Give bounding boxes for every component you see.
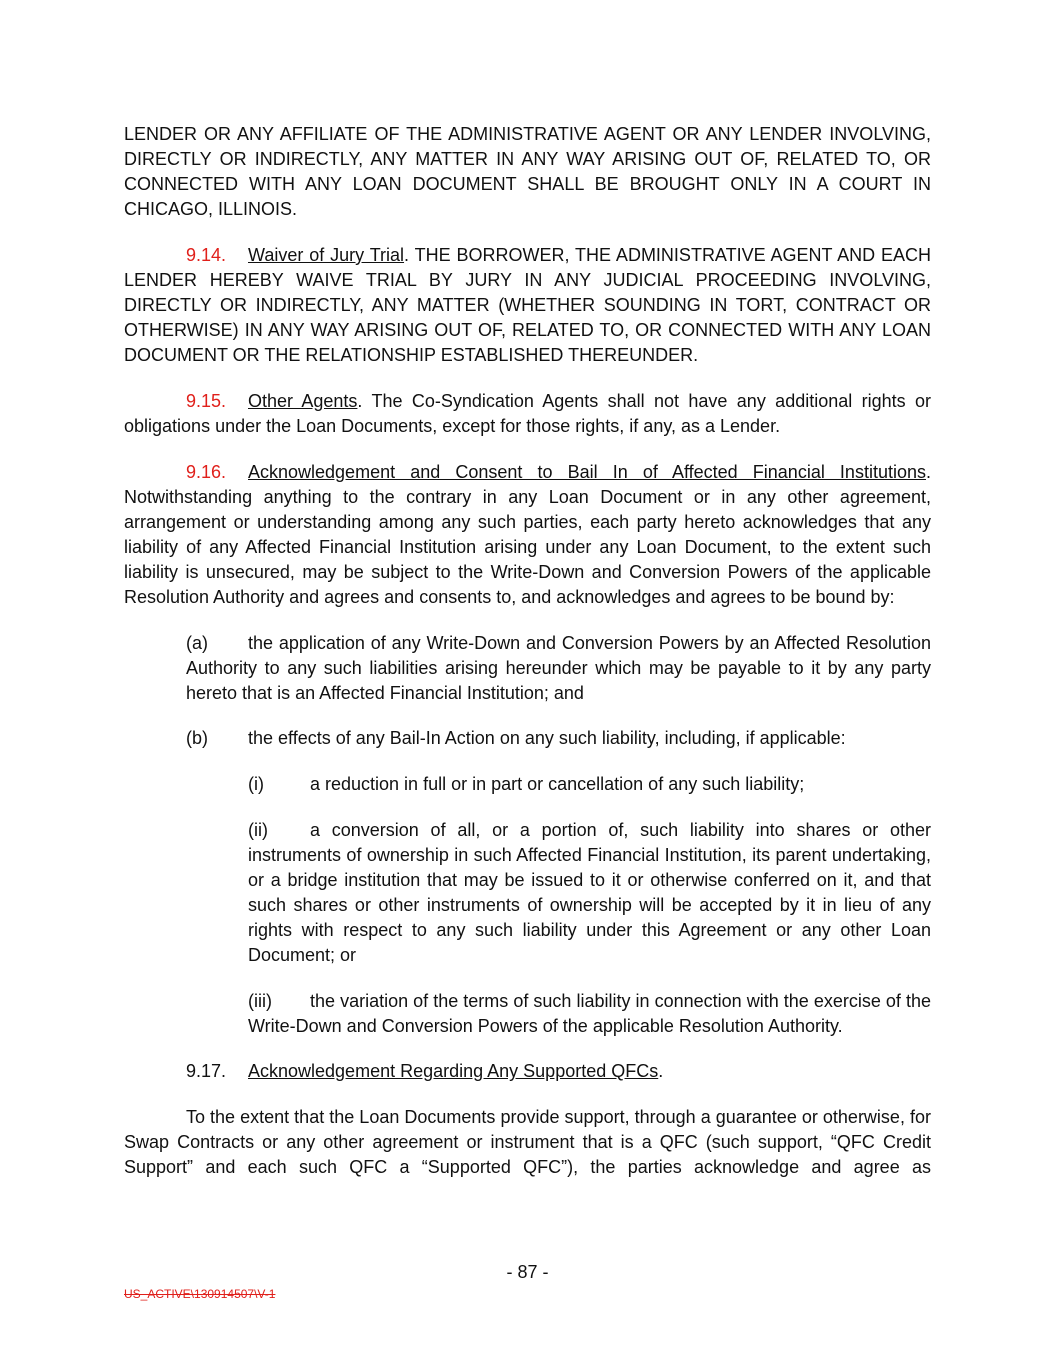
document-page (124, 122, 931, 1201)
clause-label: (ii) (248, 819, 268, 840)
section-body: . Notwithstanding anything to the contrary in any Loan Document or in any other agreement, arrangement or understanding among any such parties, each party hereto acknowledges that any liability of any Affected Financial Institution arising under any Loan Document, to the extent such liability is unsecured, may be subject to the Write-Down and Conversion Powers of the applicable Resolution Authority and agrees and consents to, and acknowledges and agrees to be bound by: (124, 461, 931, 607)
section-body: . (658, 1061, 664, 1082)
clause-text: the variation of the terms of such liability in connection with the exercise of the Write-Down and Conversion Powers of the applicable Resolution Authority. (248, 990, 931, 1036)
section-9-14 (124, 243, 931, 368)
clause-label: (i) (248, 773, 264, 794)
section-9-16 (124, 460, 931, 611)
section-9-15 (124, 389, 931, 439)
section-heading: Waiver of Jury Trial (248, 244, 405, 265)
clause-i (248, 772, 931, 797)
section-heading: Other Agents (248, 390, 358, 411)
section-body: . The Co-Syndication Agents shall not have any additional rights or obligations under the Loan Documents, except for those rights, if any, as a Lender. (124, 390, 931, 436)
continued-paragraph: LENDER OR ANY AFFILIATE OF THE ADMINISTRATIVE AGENT OR ANY LENDER INVOLVING, DIRECTLY OR INDIRECTLY, ANY MATTER IN ANY WAY ARISING OUT OF, RELATED TO, OR CONNECTED WITH ANY LOAN DOCUMENT SHALL BE BROUGHT ONLY IN A COURT IN CHICAGO, ILLINOIS. (124, 124, 931, 220)
section-heading: Acknowledgement and Consent to Bail In of Affected Financial Institutions (248, 461, 926, 482)
section-heading: Acknowledgement Regarding Any Supported QFCs (248, 1061, 659, 1082)
clause-a (186, 631, 931, 706)
clause-b (186, 726, 931, 751)
clause-text: the effects of any Bail-In Action on any such liability, including, if applicable: (248, 728, 846, 749)
section-number: 9.14. (186, 244, 227, 265)
section-number: 9.17. (186, 1061, 227, 1082)
page-number: - 87 - (506, 1262, 549, 1282)
document-id: US_ACTIVE\130914507\V-1 (124, 1287, 276, 1301)
section-number: 9.15. (186, 390, 227, 411)
clause-ii (248, 818, 931, 969)
section-body: . THE BORROWER, THE ADMINISTRATIVE AGENT AND EACH LENDER HEREBY WAIVE TRIAL BY JURY IN ANY JUDICIAL PROCEEDING INVOLVING, DIRECTLY OR INDIRECTLY, ANY MATTER (WHETHER SOUNDING IN TORT, CONTRACT OR OTHERWISE) IN ANY WAY ARISING OUT OF, RELATED TO, OR CONNECTED WITH ANY LOAN DOCUMENT OR THE RELATIONSHIP ESTABLISHED THEREUNDER. (124, 244, 931, 366)
clause-label: (iii) (248, 990, 272, 1011)
section-number: 9.16. (186, 461, 227, 482)
section-9-17 (124, 1059, 931, 1084)
clause-text: a conversion of all, or a portion of, such liability into shares or other instruments of ownership in such Affected Financial Institution, its parent undertaking, or a bridge institution that may be issued to it or otherwise conferred on it, and that such shares or other instruments of ownership will be accepted by it in lieu of any rights with respect to any such liability under this Agreement or any other Loan Document; or (248, 819, 931, 966)
clause-label: (b) (186, 728, 208, 749)
clause-text: a reduction in full or in part or cancellation of any such liability; (310, 773, 805, 794)
clause-label: (a) (186, 632, 208, 653)
qfc-paragraph: To the extent that the Loan Documents provide support, through a guarantee or otherwise, for Swap Contracts or any other agreement or instrument that is a QFC (such support, “QFC Credit Support” and each such QFC a “Supported QFC”), the parties acknowledge and agree as (124, 1106, 931, 1178)
clause-text: the application of any Write-Down and Conversion Powers by an Affected Resolution Authority to any such liabilities arising hereunder which may be payable to it by any party hereto that is an Affected Financial Institution; and (186, 632, 931, 703)
clause-iii (248, 989, 931, 1039)
